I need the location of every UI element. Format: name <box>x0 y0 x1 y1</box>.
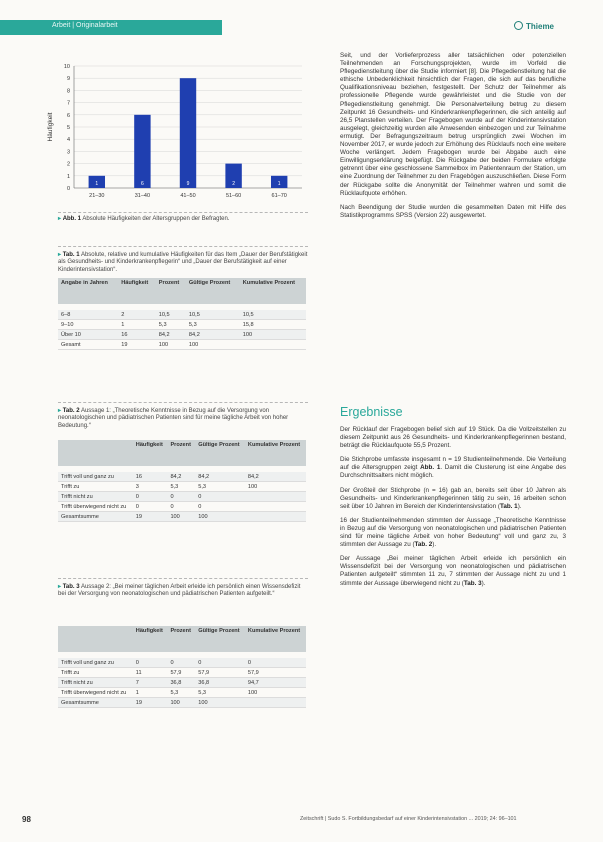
table3 <box>58 626 306 708</box>
body-paragraph: Seit, und der Vorlieferprozess aller tatsächlichen oder potenziellen Teilnehmenden an Forschungsprojekten, wurde im Vorfeld die Pflegedienstleitung über die Studie informiert [8]. Die Pflegedienstleitung hat die ethische Unbedenklichkeit hinsichtlich der Fragen, die sich auf das berufliche Qualifikationsniveau beziehen, festgestellt. Der Schutz der Teilnehmer als professionelle Pflegende wurde gewährleistet und die Studie von der Pflegedienstleitung genehmigt. Die Personalverteilung betrug zu diesem Zeitpunkt 16 Gesundheits- und Kinderkrankenpflegerinnen, die sich anteilig auf 26,5 Planstellen verteilen. Der Fragebogen wurde auf der Kinderintensivstation ausgelegt, gleichzeitig wurden alle Anwesenden einbezogen und zur Teilnahme ermutigt. Der Befragungszeitraum betrug ursprünglich zwei Wochen im November 2017, er wurde jedoch zur Erhöhung des Rücklaufs noch eine weitere Woche verlängert. Jedem Fragebogen wurde bei Abgabe auch eine Einwilligungserklärung beigefügt. Die Rückgabe der beiden Formulare erfolgte getrennt über eine geschlossene Sammelbox im Patientenraum der Station, um eine Zuordnung der Teilnehmer zu den Fragebögen auszuschließen. Diese Form der Rückgabe sollte die Anonymität der Teilnehmer wahren und somit die Rücklaufquote erhöhen. <box>340 52 566 197</box>
bar <box>134 115 150 188</box>
y-tick-label: 8 <box>66 88 70 95</box>
table-cell: 57,9 <box>195 668 245 678</box>
divider <box>58 578 308 579</box>
body-paragraph: Nach Beendigung der Studie wurden die gesammelten Daten mit Hilfe des Statistikprogramms SPSS (Version 22) ausgewertet. <box>340 203 566 219</box>
bar-data-label: 1 <box>95 181 99 187</box>
bar-data-label: 6 <box>141 181 144 187</box>
column-header: Prozent <box>167 440 195 466</box>
table-row <box>58 678 306 688</box>
table2-caption <box>58 408 308 430</box>
y-tick-label: 9 <box>66 76 70 83</box>
table-cell: 84,2 <box>245 472 306 482</box>
table-cell: Trifft voll und ganz zu <box>58 658 133 668</box>
column-header: Kumulative Prozent <box>245 440 306 466</box>
arrow-icon: ▸ <box>58 252 62 258</box>
table-header-row <box>58 440 306 466</box>
text-run: ). <box>481 579 486 587</box>
y-tick-label: 0 <box>66 186 70 192</box>
table-cell <box>240 340 306 350</box>
y-tick-label: 7 <box>66 100 70 107</box>
column-header: Häufigkeit <box>118 278 156 304</box>
table-cell <box>245 492 306 502</box>
figure-caption-text: Absolute Häufigkeiten der Altersgruppen der Befragten. <box>82 216 230 222</box>
table-row <box>58 512 306 522</box>
text-run: . Damit die Clusterung ist eine Angabe des Durchschnittsalters nicht möglich. <box>340 464 566 480</box>
table-row <box>58 658 306 668</box>
column-header: Häufigkeit <box>133 440 168 466</box>
table-cell: Trifft zu <box>58 482 133 492</box>
text-run: 16 der Studienteilnehmenden stimmten der Aussage „Theoretische Kenntnisse in Bezug auf die Versorgung von neonatologischen und pädiatrischen Patienten sind für meine tägliche Arbeit von hoher Bedeutung“ voll und ganz zu, 3 stimmten der Aussage zu ( <box>340 516 566 549</box>
column-header: Gültige Prozent <box>186 278 240 304</box>
table-cell: 36,8 <box>167 678 195 688</box>
body-paragraph: Der Rücklauf der Fragebogen belief sich auf 19 Stück. Da die Vollzeitstellen zu diesem Zeitpunkt aus 26 Gesundheits- und Kinderkrankenpflegerinnen bestand, beträgt die Rücklaufquote 55,5 Prozent. <box>340 426 566 450</box>
age-group-bar-chart <box>40 58 310 208</box>
footer-reference: Zeitschrift | Sudo S. Fortbildungsbedarf auf einer Kinderintensivstation ... 2019; 24: 96–101 <box>300 816 517 822</box>
table-cell: 16 <box>118 330 156 340</box>
table-reference: Tab. 3 <box>463 579 482 587</box>
column-header: Prozent <box>167 626 195 652</box>
table-row <box>58 698 306 708</box>
divider <box>58 212 308 213</box>
x-tick-label: 31–40 <box>134 193 151 199</box>
table-cell <box>245 512 306 522</box>
table-cell: 84,2 <box>156 330 186 340</box>
column-header: Kumulative Prozent <box>245 626 306 652</box>
table-row <box>58 482 306 492</box>
column-header <box>58 440 133 466</box>
y-tick-label: 5 <box>66 125 70 131</box>
table2 <box>58 440 306 522</box>
table-cell: 57,9 <box>167 668 195 678</box>
right-column-results <box>340 426 566 594</box>
y-tick-label: 6 <box>66 112 70 119</box>
table2-caption-text: Aussage 1: „Theoretische Kenntnisse in Bezug auf die Versorgung von neonatologischen und pädiatrischen Patienten sind für meine tägliche Arbeit von hoher Bedeutung.“ <box>58 408 289 429</box>
table-cell: Trifft nicht zu <box>58 492 133 502</box>
section-label: Arbeit | Originalarbeit <box>52 22 118 29</box>
table-cell: 0 <box>195 658 245 668</box>
table-row <box>58 492 306 502</box>
table-cell: 16 <box>133 472 168 482</box>
table-cell: 0 <box>133 502 168 512</box>
table-cell: 0 <box>245 658 306 668</box>
table-cell: Über 10 <box>58 330 118 340</box>
table-cell: 0 <box>133 658 168 668</box>
table-cell: 0 <box>167 658 195 668</box>
body-paragraph <box>340 487 566 511</box>
section-heading: Ergebnisse <box>340 405 403 419</box>
arrow-icon: ▸ <box>58 216 62 222</box>
table-cell: Trifft überwiegend nicht zu <box>58 502 133 512</box>
table-cell: 100 <box>195 512 245 522</box>
table-cell: 10,5 <box>156 310 186 320</box>
y-tick-label: 2 <box>66 161 70 168</box>
table-cell: 11 <box>133 668 168 678</box>
table1-caption <box>58 252 308 274</box>
table-cell: 19 <box>118 340 156 350</box>
bar <box>180 78 196 188</box>
table-cell: 15,8 <box>240 320 306 330</box>
divider <box>58 402 308 403</box>
table-row <box>58 688 306 698</box>
table-cell: 100 <box>167 512 195 522</box>
table-cell: 94,7 <box>245 678 306 688</box>
table3-caption <box>58 584 308 599</box>
table-cell: 10,5 <box>240 310 306 320</box>
body-paragraph <box>340 555 566 587</box>
table-cell <box>245 502 306 512</box>
bar-data-label: 2 <box>232 181 235 187</box>
table3-caption-ref: Tab. 3 <box>62 584 80 590</box>
text-run: Der Großteil der Stichprobe (n = 16) gab an, bereits seit über 10 Jahren als Gesundheits- und Kinderkrankenpflegerinnen tätig zu sein, 16 arbeiten schon seit über 10 Jahren im Bereich der Kinderintensivstation ( <box>340 486 566 510</box>
page-number: 98 <box>22 815 31 824</box>
table-cell: 5,3 <box>156 320 186 330</box>
table-cell: 9–10 <box>58 320 118 330</box>
table-row <box>58 330 306 340</box>
table-cell: 6–8 <box>58 310 118 320</box>
table-cell: 84,2 <box>186 330 240 340</box>
table-row <box>58 320 306 330</box>
column-header: Häufigkeit <box>133 626 168 652</box>
publisher-logo <box>514 21 554 31</box>
y-tick-label: 1 <box>66 173 70 180</box>
table-row <box>58 668 306 678</box>
table-cell: 0 <box>167 492 195 502</box>
table-header-row <box>58 626 306 652</box>
table-cell: 100 <box>245 482 306 492</box>
table-cell: 3 <box>133 482 168 492</box>
thieme-logo-icon <box>514 21 523 30</box>
table-cell: Gesamtsumme <box>58 698 133 708</box>
table-cell: 0 <box>133 492 168 502</box>
column-header: Prozent <box>156 278 186 304</box>
table-cell: 1 <box>118 320 156 330</box>
figure-reference: Abb. 1 <box>420 464 441 472</box>
table-cell: 0 <box>195 502 245 512</box>
text-run: ). <box>517 502 522 510</box>
y-tick-label: 10 <box>63 64 70 70</box>
figure-caption-ref: Abb. 1 <box>62 216 82 222</box>
arrow-icon: ▸ <box>58 408 62 414</box>
text-run: Der Aussage „Bei meiner täglichen Arbeit erleide ich persönlich ein Wissensdefizit bei der Versorgung von neonatologischen und pädiatrischen Patienten aufgeteilt“ stimmten 11 zu, 7 stimmten der Aussage nicht zu und 1 stimmte der Aussage überwiegend nicht zu ( <box>340 555 566 587</box>
table-cell: 5,3 <box>195 688 245 698</box>
table-cell: 7 <box>133 678 168 688</box>
arrow-icon: ▸ <box>58 584 62 590</box>
table-cell: 5,3 <box>186 320 240 330</box>
table-cell: 10,5 <box>186 310 240 320</box>
text-run: Die Stichprobe umfasste insgesamt n = 19 Studienteilnehmende. Die Verteilung auf die Altersgruppen zeigt <box>340 456 566 472</box>
table-cell: 100 <box>245 688 306 698</box>
table1-caption-ref: Tab. 1 <box>62 252 80 258</box>
table-cell: 100 <box>240 330 306 340</box>
y-tick-label: 3 <box>66 149 70 156</box>
table-cell: 5,3 <box>167 688 195 698</box>
table1-caption-text: Absolute, relative und kumulative Häufigkeiten für das Item „Dauer der Berufstätigkeit als Gesundheits- und Kinderkrankenpflegerin“ und „Dauer der Berufstätigkeit auf einer Kinderintensivstation“. <box>58 252 308 273</box>
table-cell: 0 <box>195 492 245 502</box>
table-cell: 84,2 <box>195 472 245 482</box>
table-cell: 5,3 <box>167 482 195 492</box>
x-tick-label: 41–50 <box>180 193 196 199</box>
table-cell: Trifft voll und ganz zu <box>58 472 133 482</box>
table2-caption-ref: Tab. 2 <box>62 408 80 414</box>
body-paragraph <box>340 456 566 480</box>
table-row <box>58 340 306 350</box>
x-tick-label: 21–30 <box>89 193 105 199</box>
x-tick-label: 61–70 <box>271 193 287 199</box>
table-cell: 1 <box>133 688 168 698</box>
y-axis-label: Häufigkeit <box>47 112 54 142</box>
table-cell: 19 <box>133 512 168 522</box>
y-tick-label: 4 <box>66 137 70 144</box>
text-run: ). <box>432 541 437 549</box>
table-cell: Trifft überwiegend nicht zu <box>58 688 133 698</box>
table-cell: 57,9 <box>245 668 306 678</box>
column-header: Gültige Prozent <box>195 626 245 652</box>
bar-data-label: 9 <box>186 181 190 187</box>
table-cell: Trifft nicht zu <box>58 678 133 688</box>
column-header: Angabe in Jahren <box>58 278 118 304</box>
column-header <box>58 626 133 652</box>
table-cell: 2 <box>118 310 156 320</box>
table3-caption-text: Aussage 2: „Bei meiner täglichen Arbeit erleide ich persönlich einen Wissensdefizit bei der Versorgung von neonatologischen und pädiatrischen Patienten aufgeteilt.“ <box>58 584 301 598</box>
table-cell: 100 <box>167 698 195 708</box>
figure-caption <box>58 216 308 223</box>
table-cell: 100 <box>156 340 186 350</box>
table-row <box>58 310 306 320</box>
table-cell: Gesamt <box>58 340 118 350</box>
table-reference: Tab. 2 <box>414 541 433 549</box>
table-reference: Tab. 1 <box>499 502 518 510</box>
table-header-row <box>58 278 306 304</box>
body-paragraph <box>340 517 566 549</box>
table-cell: 36,8 <box>195 678 245 688</box>
table-cell: 0 <box>167 502 195 512</box>
table-cell <box>245 698 306 708</box>
table-cell: Gesamtsumme <box>58 512 133 522</box>
column-header: Gültige Prozent <box>195 440 245 466</box>
table1 <box>58 278 306 350</box>
table-cell: 19 <box>133 698 168 708</box>
section-header-band <box>0 20 222 35</box>
table-cell: Trifft zu <box>58 668 133 678</box>
divider <box>58 246 308 247</box>
column-header: Kumulative Prozent <box>240 278 306 304</box>
table-cell: 5,3 <box>195 482 245 492</box>
x-tick-label: 51–60 <box>225 193 242 199</box>
table-row <box>58 502 306 512</box>
table-cell: 100 <box>195 698 245 708</box>
table-cell: 100 <box>186 340 240 350</box>
table-cell: 84,2 <box>167 472 195 482</box>
bar-data-label: 1 <box>277 181 281 187</box>
right-column-top <box>340 52 566 226</box>
table-row <box>58 472 306 482</box>
publisher-name: Thieme <box>526 22 555 31</box>
